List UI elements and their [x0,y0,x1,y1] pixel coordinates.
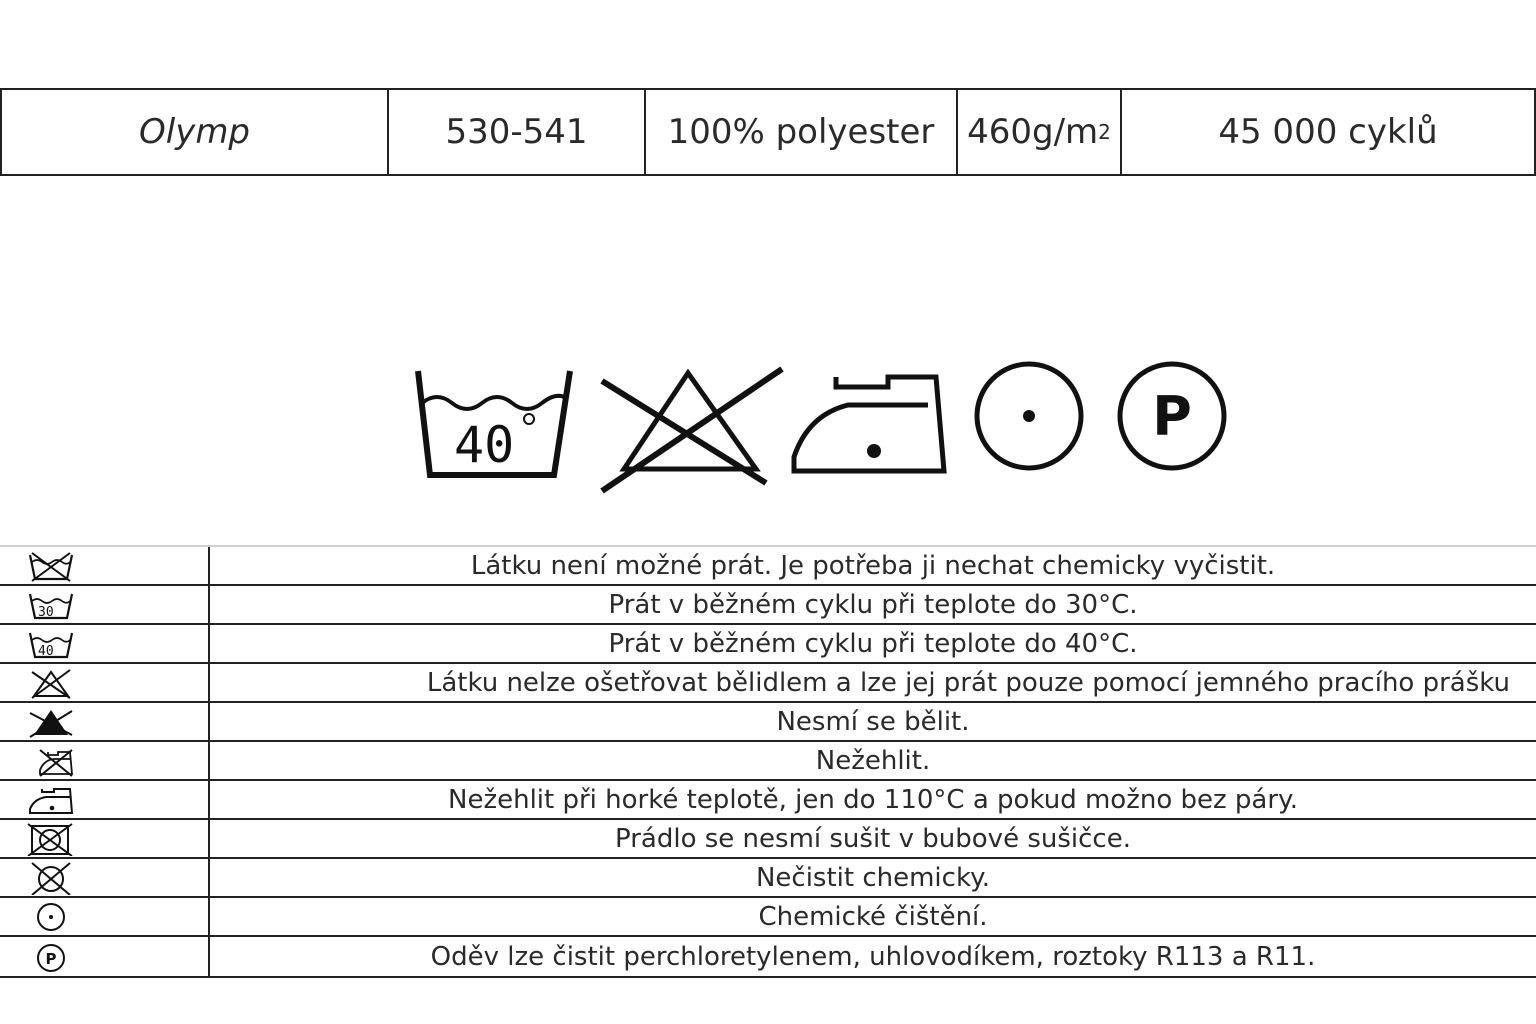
do-not-iron-icon [26,744,76,778]
do-not-wash-icon [26,549,76,583]
legend-text: Látku nelze ošetřovat bělidlem a lze jej prát pouze pomocí jemného pracího prášku [426,667,1510,698]
fabric-code: 530-541 [389,90,646,174]
legend-row [0,586,1536,625]
dry-clean-icon [26,900,76,934]
legend-row [0,898,1536,937]
legend-text: Látku není možné prát. Je potřeba ji nechat chemicky vyčistit. [470,550,1276,581]
legend-text: Chemické čištění. [758,901,988,932]
spec-table [0,88,1536,176]
legend-text: Nežehlit. [815,745,931,776]
dry-clean-dot-icon [970,355,1088,473]
legend-row [0,625,1536,664]
iron-low-icon [26,783,76,817]
legend-row [0,742,1536,781]
wash-30-icon [26,588,76,622]
fabric-abrasion: 45 000 cyklů [1122,90,1536,174]
care-symbols-row [0,355,1536,505]
do-not-dry-clean-icon [26,861,76,895]
legend-row [0,664,1536,703]
legend-text: Nesmí se bělit. [776,706,970,737]
wash-40-icon [26,627,76,661]
no-bleach-filled-icon [26,705,76,739]
legend-row [0,781,1536,820]
dry-clean-p-icon [26,940,76,974]
legend-row [0,547,1536,586]
fabric-composition: 100% polyester [646,90,958,174]
fabric-weight [958,90,1122,174]
legend-row [0,859,1536,898]
legend-text: Prát v běžném cyklu při teplote do 40°C. [608,628,1138,659]
no-bleach-icon [596,355,786,495]
care-legend-table [0,545,1536,978]
legend-row [0,820,1536,859]
legend-text: Nečistit chemicky. [755,862,991,893]
legend-text: Oděv lze čistit perchloretylenem, uhlovodíkem, roztoky R113 a R11. [430,941,1316,972]
svg-text:30: 30 [38,604,54,620]
legend-row [0,937,1536,978]
legend-text: Prát v běžném cyklu při teplote do 30°C. [608,589,1138,620]
legend-text: Nežehlit při horké teplotě, jen do 110°C a pokud možno bez páry. [448,784,1298,815]
legend-row [0,703,1536,742]
no-bleach-outline-icon [26,666,76,700]
legend-text: Prádlo se nesmí sušit v bubové sušičce. [615,823,1131,854]
fabric-weight-value: 460g/m [967,112,1099,152]
fabric-weight-exponent: 2 [1098,120,1111,144]
fabric-name: Olymp [0,90,389,174]
wash-40-icon [412,355,577,485]
iron-one-dot-icon [788,355,953,485]
wash-temp-label: 40 [454,416,515,474]
dry-clean-p-letter: P [1152,385,1192,448]
do-not-tumble-dry-icon [26,822,76,856]
svg-text:40: 40 [38,643,54,659]
dry-clean-p-icon [1113,355,1231,473]
svg-text:P: P [45,949,57,968]
